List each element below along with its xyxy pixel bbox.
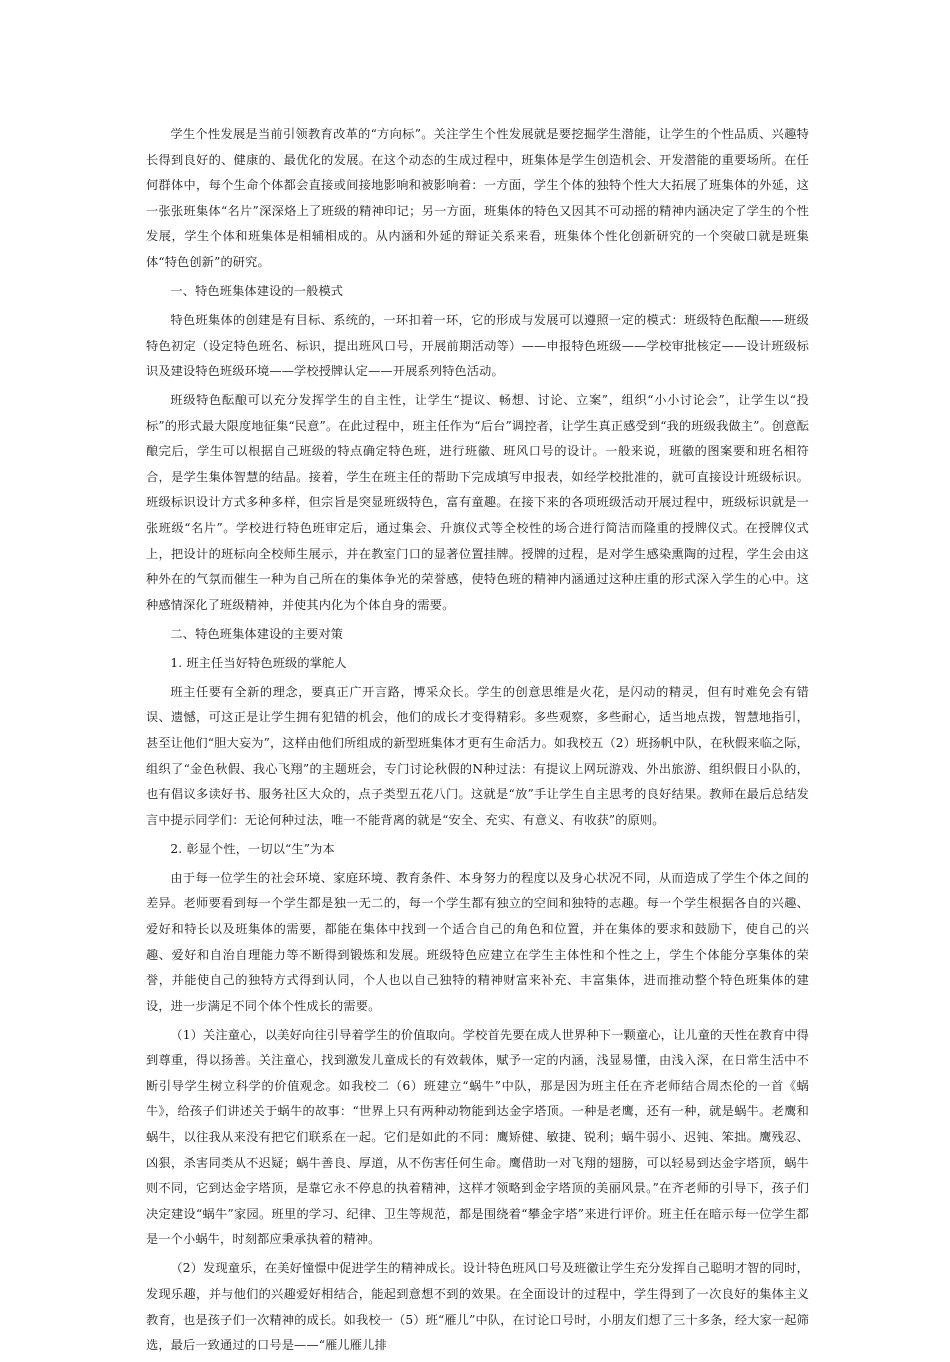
intro-paragraph: 学生个性发展是当前引领教育改革的“方向标”。关注学生个性发展就是要挖掘学生潜能，让学生的个性品质、兴趣特长得到良好的、健康的、最优化的发展。在这个动态的生成过程中，班集体是学生创造机会、开发潜能的重要场所。在任何群体中，每个生命个体都会直接或间接地影响和被影响着：一方面，学生个体的独特个性大大拓展了班集体的外延，这一张张班集体“名片”深深烙上了班级的精神印记；另一方面，班集体的特色又因其不可动摇的精神内涵决定了学生的个性发展，学生个体和班集体是相辅相成的。从内涵和外延的辩证关系来看，班集体个性化创新研究的一个突破口就是班集体“特色创新”的研究。 [146,127,809,269]
childlike-heart-paragraph: （1）关注童心，以美好向往引导着学生的价值取向。学校首先要在成人世界种下一颗童心，让儿童的天性在教育中得到尊重，得以扬善。关注童心，找到激发儿童成长的有效载体，赋予一定的内涵，浅显易懂，由浅入深，在日常生活中不断引导学生树立科学的价值观念。如我校二（6）班建立“蜗牛”中队，那是因为班主任在齐老师结合周杰伦的一首《蜗牛》，给孩子们讲述关于蜗牛的故事：“世界上只有两种动物能到达金字塔顶。一种是老鹰，还有一种，就是蜗牛。老鹰和蜗牛，以往我从来没有把它们联系在一起。它们是如此的不同：鹰矫健、敏捷、锐利；蜗牛弱小、迟钝、笨拙。鹰残忍、凶狠，杀害同类从不迟疑；蜗牛善良、厚道，从不伤害任何生命。鹰借助一对飞翔的翅膀，可以轻易到达金字塔顶，蜗牛则不同，它到达金字塔顶，是靠它永不停息的执着精神，这样才领略到金字塔顶的美丽风景。”在齐老师的引导下，孩子们决定建设“蜗牛”家园。班里的学习、纪律、卫生等规范，都是围绕着“攀金字塔”来进行评价。班主任在暗示每一位学生都是一个小蜗牛，时刻都应秉承执着的精神。 [146,1027,809,1247]
childlike-joy-paragraph: （2）发现童乐，在美好憧憬中促进学生的精神成长。设计特色班风口号及班徽让学生充分发挥自己聪明才智的同时，发现乐趣，并与他们的兴趣爱好相结合，能起到意想不到的效果。在全面设计的过程中，学生得到了一次良好的集体主义教育，也是孩子们一次精神的成长。如我校一（5）班“雁儿”中队，在讨论口号时，小朋友们想了三十多条，经大家一起筛选，最后一致通过的口号是——“雁儿雁儿排 [146,1261,809,1353]
section-heading-2: 二、特色班集体建设的主要对策 [170,626,344,641]
document-body [146,122,809,1362]
model-paragraph: 特色班集体的创建是有目标、系统的，一环扣着一环，它的形成与发展可以遵照一定的模式：班级特色酝酿——班级特色初定（设定特色班名、标识，提出班风口号，开展前期活动等）——申报特色班级——学校审批核定——设计班级标识及建设特色班级环境——学校授牌认定——开展系列特色活动。 [146,312,809,379]
subheading-2: 2. 彰显个性，一切以“生”为本 [170,841,335,856]
individuality-paragraph: 由于每一位学生的社会环境、家庭环境、教育条件、本身努力的程度以及身心状况不同，从而造成了学生个体之间的差异。老师要看到每一个学生都是独一无二的，每一个学生都有独立的空间和独特的志趣。每一个学生根据各自的兴趣、爱好和特长以及班集体的需要，都能在集体中找到一个适合自己的角色和位置，并在集体的要求和鼓励下，使自己的兴趣、爱好和自治自理能力等不断得到锻炼和发展。班级特色应建立在学生主体性和个性之上，学生个体能分享集体的荣誉，并能使自己的独特方式得到认同，个人也以自己独特的精神财富来补充、丰富集体，进而推动整个特色班集体的建设，进一步满足不同个体个性成长的需要。 [146,870,809,1013]
brewing-paragraph: 班级特色酝酿可以充分发挥学生的自主性，让学生“提议、畅想、讨论、立案”，组织“小小讨论会”，让学生以“投标”的形式最大限度地征集“民意”。在此过程中，班主任作为“后台”调控者，让学生真正感受到“我的班级我做主”。创意酝酿完后，学生可以根据自己班级的特点确定特色班，进行班徽、班风口号的设计。一般来说，班徽的图案要和班名相符合，是学生集体智慧的结晶。接着，学生在班主任的帮助下完成填写申报表，如经学校批准的，就可直接设计班级标识。班级标识设计方式多种多样，但宗旨是突显班级特色，富有童趣。在接下来的各项班级活动开展过程中，班级标识就是一张班级“名片”。学校进行特色班审定后，通过集会、升旗仪式等全校性的场合进行简洁而隆重的授牌仪式。在授牌仪式上，把设计的班标向全校师生展示，并在教室门口的显著位置挂牌。授牌的过程，是对学生感染熏陶的过程，学生会由这种外在的气氛而催生一种为自己所在的集体争光的荣誉感，使特色班的精神内涵通过这种庄重的形式深入学生的心中。这种感情深化了班级精神，并使其内化为个体自身的需要。 [146,393,809,612]
section-heading-1: 一、特色班集体建设的一般模式 [170,283,344,298]
teacher-paragraph: 班主任要有全新的理念，要真正广开言路，博采众长。学生的创意思维是火花，是闪动的精灵，但有时难免会有错误、遗憾，可这正是让学生拥有犯错的机会，他们的成长才变得精彩。多些观察，多些耐心，适当地点拨，智慧地指引，甚至让他们“胆大妄为”，这样由他们所组成的新型班集体才更有生命活力。如我校五（2）班扬帆中队，在秋假来临之际，组织了“金色秋假、我心飞翔”的主题班会，专门讨论秋假的N种过法：有提议上网玩游戏、外出旅游、组织假日小队的，也有倡议多读好书、服务社区大众的，点子类型五花八门。这就是“放”手让学生自主思考的良好结果。教师在最后总结发言中提示同学们：无论何种过法，唯一不能背离的就是“安全、充实、有意义、有收获”的原则。 [146,684,809,827]
subheading-1: 1. 班主任当好特色班级的掌舵人 [170,655,347,670]
